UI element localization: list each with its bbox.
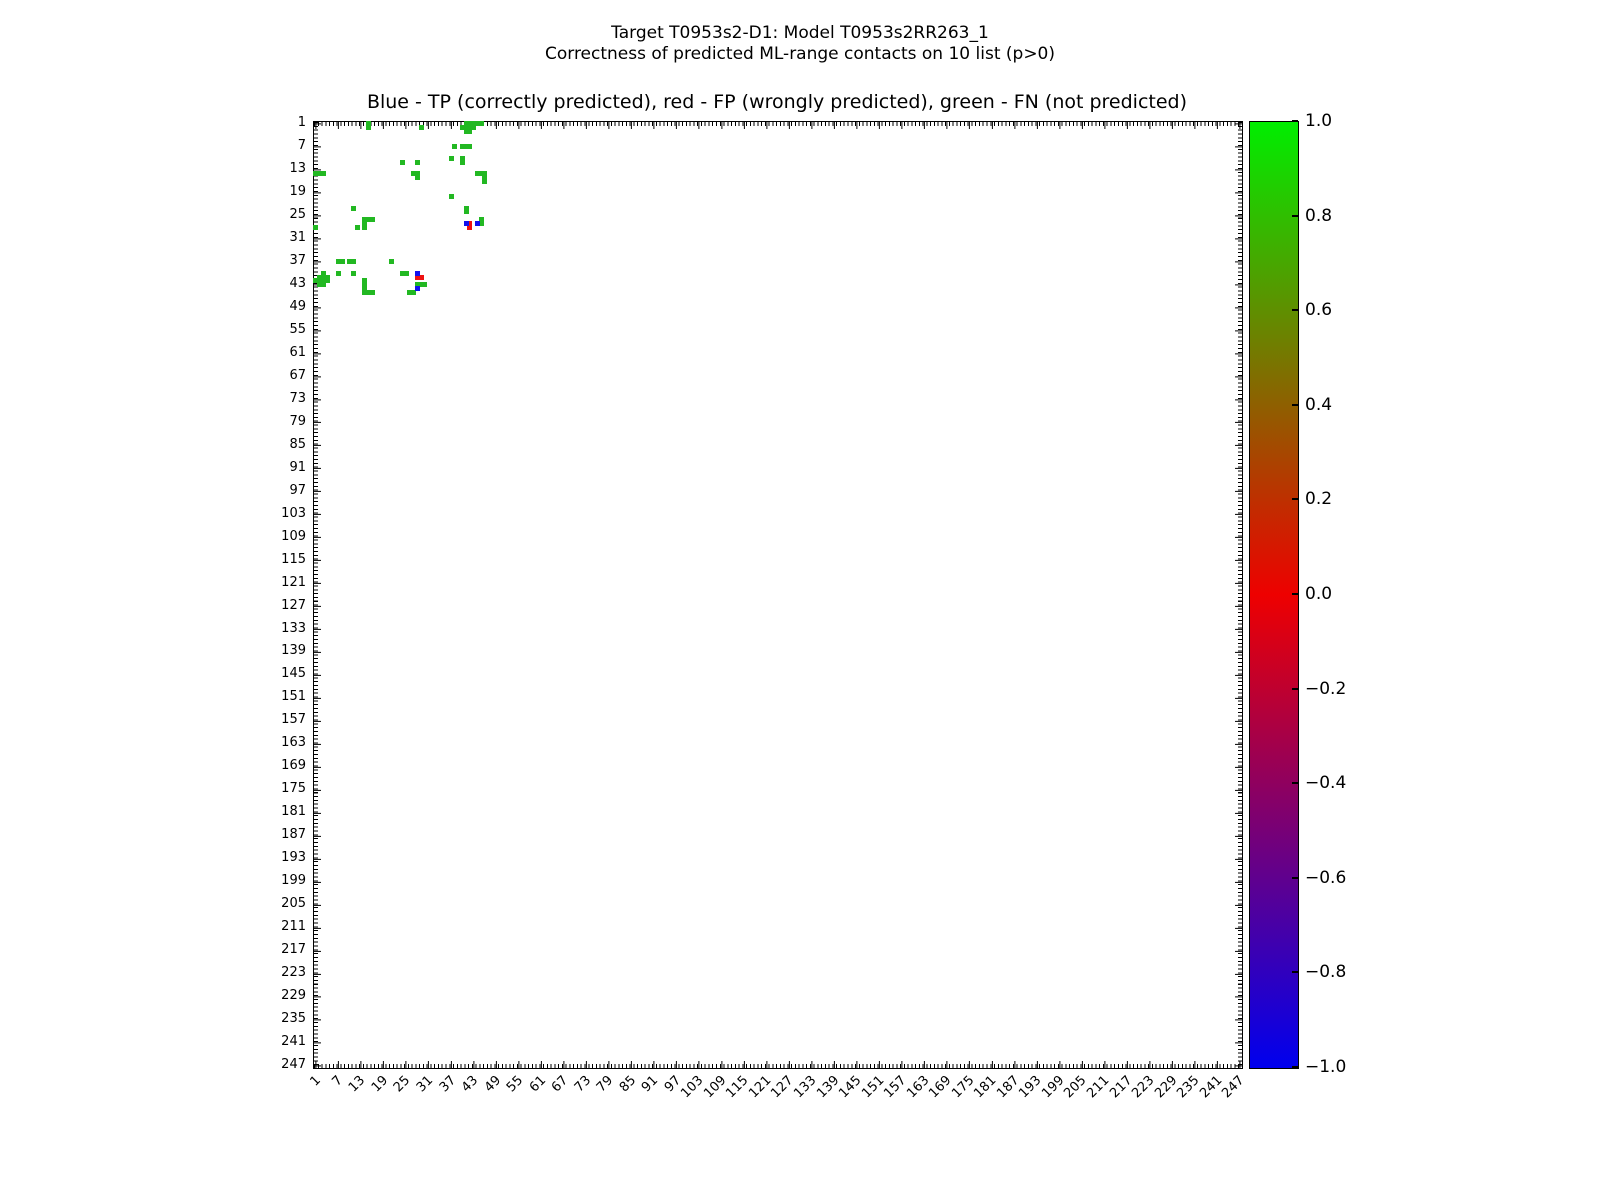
y-tick-label: 187 [281,827,306,843]
x-tick-label: 121 [746,1073,775,1102]
x-tick-label: 91 [639,1073,662,1096]
y-tick-label: 121 [281,574,306,590]
x-tick-label: 43 [458,1073,482,1096]
y-tick-label: 157 [281,712,306,728]
colorbar-tick-label: −1.0 [1305,1057,1347,1077]
right-minor-ticks [1238,122,1242,1068]
x-tick-label: 241 [1197,1073,1226,1102]
x-tick-label: 13 [346,1073,369,1096]
colorbar-tick [1292,877,1298,879]
top-minor-ticks [314,122,1242,126]
y-tick-label: 241 [281,1034,306,1050]
figure-title-line2: Correctness of predicted ML-range contacts on 10 list (p>0) [544,44,1056,64]
fn-green-cell [340,259,345,264]
y-tick-label: 145 [281,666,306,682]
fn-green-cell [449,156,454,161]
y-tick-label: 37 [289,252,306,268]
x-tick-label: 7 [329,1073,346,1090]
y-tick-label: 91 [289,459,306,475]
y-tick-label: 247 [281,1057,306,1073]
x-tick-label: 199 [1039,1073,1068,1102]
colorbar-tick [1292,404,1298,406]
colorbar-tick-label: 0.4 [1305,394,1333,415]
x-tick-label: 79 [594,1073,617,1096]
colorbar-tick [1292,1066,1298,1068]
fn-green-cell [404,271,409,276]
fn-green-cell [422,282,427,287]
colorbar-tick-label: 0.8 [1305,205,1333,226]
colorbar-tick [1292,971,1298,973]
left-minor-ticks [314,122,318,1068]
axes-title-legend: Blue - TP (correctly predicted), red - FP (wrongly predicted), green - FN (not predicted) [366,91,1188,113]
x-tick-label: 181 [971,1073,1000,1102]
y-tick-label: 19 [289,183,306,199]
y-tick-label: 55 [289,321,306,337]
y-tick-label: 163 [281,735,306,751]
x-tick-label: 211 [1084,1073,1113,1102]
fn-green-cell [415,175,420,180]
fn-green-cell [313,225,318,230]
colorbar-tick-label: 0.0 [1305,584,1333,604]
colorbar-tick-label: −0.8 [1305,962,1347,983]
tp-blue-cell [464,221,469,226]
x-tick-label: 163 [903,1073,933,1102]
x-tick-label: 97 [661,1073,685,1096]
colorbar [1249,121,1299,1069]
y-tick-label: 205 [281,896,306,912]
y-tick-label: 211 [281,919,306,935]
fn-green-cell [460,160,465,165]
y-tick-label: 85 [289,436,306,452]
fn-green-cell [467,129,472,134]
fn-green-cell [366,125,371,130]
fn-green-cell [464,209,469,214]
fn-green-cell [351,271,356,276]
fn-green-cell [321,282,326,287]
colorbar-tick [1292,309,1298,311]
x-tick-label: 229 [1151,1073,1181,1102]
x-tick-label: 151 [858,1073,887,1102]
fn-green-cell [400,160,405,165]
figure-title-line1: Target T0953s2-D1: Model T0953s2RR263_1 [611,23,989,43]
tp-blue-cell [475,221,480,226]
fn-green-cell [467,144,472,149]
y-tick-label: 199 [281,873,306,889]
y-tick-label: 103 [281,505,306,521]
colorbar-tick-label: −0.6 [1305,867,1347,888]
colorbar-tick-label: 0.6 [1305,300,1333,321]
x-tick-label: 145 [836,1073,865,1102]
top-major-ticks [314,122,1242,129]
y-tick-label: 169 [281,758,306,774]
x-tick-label: 127 [768,1073,797,1102]
fn-green-cell [449,194,454,199]
contact-map-plot [313,121,1243,1069]
x-tick-label: 85 [616,1073,640,1096]
fn-green-cell [336,271,341,276]
y-tick-label: 229 [281,988,306,1004]
fn-green-cell [415,160,420,165]
fn-green-cell [482,179,487,184]
fn-green-cell [362,225,367,230]
colorbar-tick-label: 1.0 [1305,111,1333,131]
y-tick-label: 49 [289,298,306,314]
x-tick-label: 157 [881,1073,910,1102]
y-tick-label: 115 [281,551,306,567]
x-tick-label: 55 [504,1073,527,1096]
colorbar-tick [1292,688,1298,690]
x-tick-label: 1 [307,1073,324,1090]
y-tick-label: 175 [281,781,306,797]
x-tick-label: 205 [1061,1073,1090,1102]
y-tick-label: 217 [281,942,306,958]
x-tick-label: 187 [994,1073,1023,1102]
x-tick-label: 217 [1106,1073,1135,1102]
y-tick-label: 139 [281,643,306,659]
tp-blue-cell [415,271,420,276]
colorbar-tick [1292,782,1298,784]
x-tick-label: 49 [481,1073,504,1096]
y-tick-label: 193 [281,850,306,866]
colorbar-tick [1292,120,1298,122]
y-tick-label: 133 [281,620,306,636]
tp-blue-cell [415,286,420,291]
bottom-minor-ticks [314,1064,1242,1068]
x-tick-label: 109 [701,1073,730,1102]
x-tick-label: 235 [1174,1073,1203,1102]
colorbar-tick-label: 0.2 [1305,489,1333,510]
colorbar-tick [1292,215,1298,217]
x-tick-label: 193 [1016,1073,1045,1102]
fn-green-cell [321,171,326,176]
y-tick-label: 67 [289,367,306,383]
x-tick-label: 31 [413,1073,437,1096]
x-tick-label: 19 [368,1073,392,1096]
figure-title [0,23,1600,65]
x-tick-label: 25 [391,1073,414,1096]
x-tick-label: 61 [526,1073,549,1096]
colorbar-tick-label: −0.4 [1305,773,1347,794]
y-tick-label: 13 [289,160,306,176]
y-tick-label: 127 [281,597,306,613]
colorbar-tick [1292,593,1298,595]
x-tick-label: 169 [926,1073,955,1102]
x-tick-label: 115 [723,1073,752,1102]
right-major-ticks [1235,122,1242,1068]
fn-green-cell [389,259,394,264]
fn-green-cell [370,290,375,295]
left-major-ticks [314,122,321,1068]
y-tick-label: 1 [297,114,306,130]
y-tick-label: 151 [281,689,306,705]
y-tick-label: 7 [297,137,306,153]
x-tick-label: 37 [436,1073,459,1096]
x-tick-label: 247 [1219,1073,1248,1102]
fn-green-cell [452,144,457,149]
fn-green-cell [351,259,356,264]
y-tick-label: 31 [289,229,306,245]
y-tick-label: 79 [289,413,306,429]
x-tick-label: 67 [549,1073,572,1096]
fn-green-cell [351,206,356,211]
x-tick-label: 73 [571,1073,594,1096]
y-tick-label: 223 [281,965,306,981]
y-tick-label: 235 [281,1011,306,1027]
fn-green-cell [479,121,484,126]
fn-green-cell [370,217,375,222]
y-tick-label: 43 [289,275,306,291]
x-tick-label: 103 [678,1073,707,1102]
x-tick-label: 223 [1129,1073,1158,1102]
y-tick-label: 73 [289,390,306,406]
colorbar-tick-label: −0.2 [1305,678,1347,699]
y-tick-label: 181 [281,804,306,820]
y-tick-label: 25 [289,206,306,222]
y-tick-label: 61 [289,344,306,360]
bottom-major-ticks [314,1061,1242,1068]
x-tick-label: 133 [791,1073,820,1102]
x-tick-label: 175 [949,1073,978,1102]
y-tick-label: 109 [281,528,306,544]
colorbar-tick [1292,498,1298,500]
fn-green-cell [355,225,360,230]
x-tick-label: 139 [813,1073,842,1102]
y-tick-label: 97 [289,482,306,498]
fn-green-cell [419,125,424,130]
